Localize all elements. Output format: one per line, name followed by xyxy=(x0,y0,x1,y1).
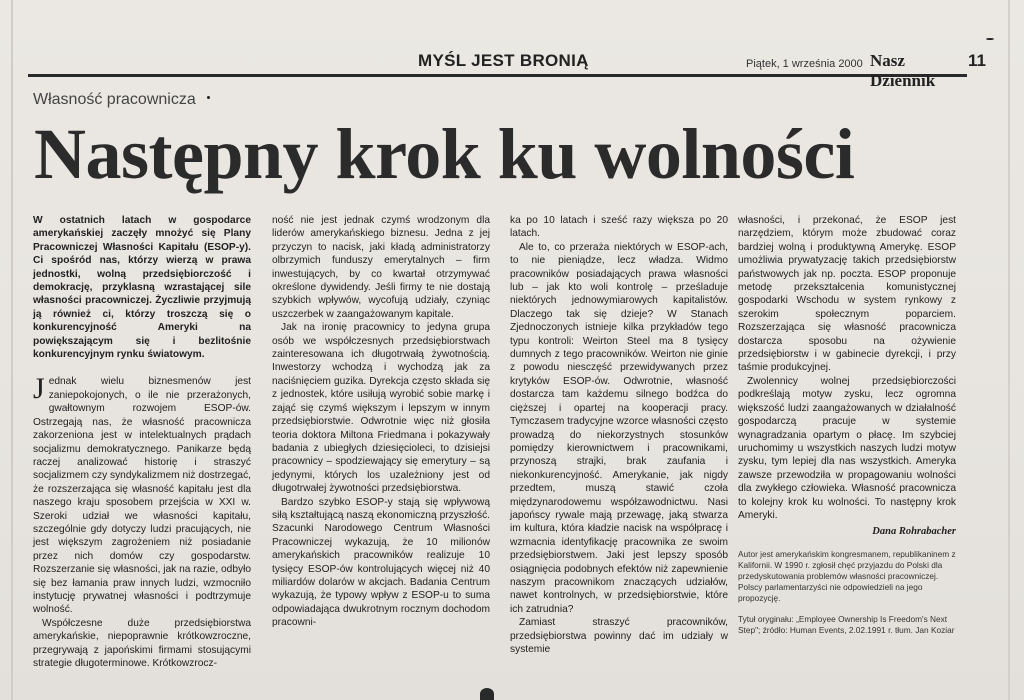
paragraph: ka po 10 latach i sześć razy większa po 20 latach. xyxy=(510,215,728,240)
source-note: Tytuł oryginału: „Employee Ownership Is Freedom's Next Step"; źródło: Human Events, 2.02.1991 r. tłum. Jan Koziar xyxy=(738,613,955,635)
article-column-1 xyxy=(33,214,251,670)
paragraph: ność nie jest jednak czymś wrodzonym dla liderów amerykańskiego biznesu. Jedna z jej przyczyn to nacisk, jaki kładą administratorzy olbrzymich funduszy emerytalnych – firm inwestujących, by co kwartał otrzymywać określone dywidendy. Jeśli firmy te nie dostają szybkich wpływów, wycofują udziały, czyniąc uszczerbek w zaangażowanym kapitale. xyxy=(272,215,490,320)
paragraph-text: ednak wielu biznesmenów jest zaniepokojonych, o ile nie przerażonych, gwałtownym rozwojem ESOP-ów. Ostrzegają nas, że własność pracownicza zakorzeniona jest w intelektualnych prądach socjalizmu demokratycznego. Panikarze będą raczej analizować historię i straszyć socjalizmem czy syndykalizmem niż dostrzegać, że rozszerzająca się własność kapitału jest dla naszego kraju sposobem przejścia w XXI w. Szeroki udział we własności kapitału, szczególnie gdy dotyczy ludzi pracujących, nie jest większym zagrożeniem niż posiadanie przez nich domów czy gospodarstw. Rozszerzanie się własności, jak na razie, odbyło się bez łamania praw innych ludzi, wzmocniło instytucję prywatnej własności i podtrzymuje wolność. xyxy=(33,376,252,616)
paragraph xyxy=(33,372,252,616)
newspaper-name: Nasz Dziennik xyxy=(870,51,936,90)
paragraph: własności, i przekonać, że ESOP jest narzędziem, którym może zbudować coraz bardziej wolną i produktywną Amerykę. ESOP umożliwia prywatyzację takich przedsiębiorstw państwowych jak np. poczta. ESOP proponuje metodę przekształcenia komunistycznej gospodarki Wschodu w system rynkowy z szerokim społecznym poparciem. Rozszerzająca się własność pracownicza dostarcza sposobu na ożywienie przedsiębiorstw i w gabinecie dyrekcji, i przy taśmie produkcyjnej. xyxy=(738,215,956,374)
paragraph: Jak na ironię pracownicy to jedyna grupa osób we współczesnych przedsiębiorstwach zainteresowana ich długotrwałą żywotnością. Inwestorzy wchodzą i wychodzą jak za naciśnięciem guzika. Dyrekcja często składa się z jednostek, które usiłują wyrobić sobie markę i zająć się czymś większym i lepszym w innym przedsiębiorstwie. Odwrotnie więc niż głosiła teoria doktora Miltona Friedmana i pokazywały badania z ubiegłych dziesięcioleci, to dzisiejsi pracownicy – spodziewający się emerytury – są jedynymi, których los uzależniony jest od długotrwałej żywotności przedsiębiorstwa. xyxy=(272,322,490,495)
article-headline: Następny krok ku wolności xyxy=(34,114,855,194)
paragraph: Współczesne duże przedsiębiorstwa amerykańskie, niepoprawnie krótkowzroczne, przegrywają z japońskimi firmami stosującymi strategie długoterminowe. Krótkowzrocz- xyxy=(33,617,251,669)
article-column-2 xyxy=(272,214,490,630)
print-speck xyxy=(986,38,994,40)
page-fold-right xyxy=(1008,0,1010,700)
article-lead: W ostatnich latach w gospodarce amerykańskiej zaczęły mnożyć się Plany Pracowniczej Własności Kapitału (ESOP-y). Ci spośród nas, którzy wierzą w prawa jednostki, wolną przedsiębiorczość i demokrację, przyklasną wzrastającej sile własności pracowniczej. Życzliwie przyjmują ją również ci, którzy troszczą się o konkurencyjność Ameryki na powiększającym się i bezlitośnie konkurencyjnym rynku światowym. xyxy=(33,215,251,361)
print-mark xyxy=(480,688,494,700)
page-fold-left xyxy=(11,0,13,700)
author-signature: Dana Rohrabacher xyxy=(872,526,956,538)
print-speck xyxy=(207,96,210,99)
article-column-3 xyxy=(510,214,728,656)
author-note: Autor jest amerykańskim kongresmanem, republikaninem z Kalifornii. W 1990 r. zgłosił chęć przyjazdu do Polski dla przedyskutowania problemów własności pracowniczej. Polscy parlamentarzyści nie odpowiedzieli na jego propozycję. xyxy=(738,548,956,603)
article-column-4 xyxy=(738,214,956,636)
page-header xyxy=(28,48,986,90)
section-title: MYŚL JEST BRONIĄ xyxy=(418,51,589,70)
article-kicker: Własność pracownicza xyxy=(33,91,196,108)
paragraph: Bardzo szybko ESOP-y stają się wpływową siłą kształtującą naszą ekonomiczną przyszłość. Szacunki Narodowego Centrum Własności Pracowniczej wykazują, że 10 milionów amerykańskich pracowników realizuje 10 tysięcy ESOP-ów kontrolujących więcej niż 40 miliardów dolarów w akcjach. Badania Centrum wykazują, że typowy wpływ z ESOP-u to suma odpowiadająca dwukrotnym rocznym dochodom pracowni- xyxy=(272,496,490,629)
page-number: 11 xyxy=(968,51,986,70)
drop-cap: J xyxy=(33,372,45,406)
issue-date: Piątek, 1 września 2000 xyxy=(746,58,863,70)
paragraph: Ale to, co przeraża niektórych w ESOP-ach, to nie pieniądze, lecz władza. Widmo pracowników posiadających prawa własności lub – jak kto woli kontrolę – prześladuje niektórych jednowymiarowych kapitalistów. Dlaczego tak się dzieje? W Stanach Zjednoczonych istnieje kilka przykładów tego typu kontroli: Weirton Steel ma 8 tysięcy dumnych z tego pracowników. Weirton nie ginie z powodu niesczęść przewidywanych przez krytyków ESOP-ów. Odwrotnie, własność dostarcza tam każdemu silnego bodźca do cięższej i opartej na kooperacji pracy. Tymczasem tradycyjne wzorce własności często prowadzą do niekorzystnych stosunków pomiędzy kierownictwem i pracownikami, przynoszą strajki, brak zaufania i niekonkurencyjność. Amerykanie, jak nigdy przedtem, muszą stawić czoła międzynarodowemu współzawodnictwu. Nasi japońscy rywale mają przewagę, jaką stwarza im kultura, która kładzie nacisk na współpracę i wzmacnia identyfikację pracownika ze swoim przedsiębiorstwem. Jaki jest lepszy sposób osiągnięcia podobnych efektów niż zapewnienie naszym pracownikom znaczących udziałów, nawet kontrolnych, w przedsiębiorstwie, które ich zatrudnia? xyxy=(510,241,728,615)
paragraph: Zamiast straszyć pracowników, przedsiębiorstwa powinny dać im udziały w systemie xyxy=(510,617,728,655)
paragraph: Zwolennicy wolnej przedsiębiorczości podkreślają motyw zysku, lecz ogromna większość ludzi zaangażowanych w działalność gospodarczą pracuje w systemie wynagradzania opartym o płacę. Im szybciej uruchomimy u wszystkich naszych ludzi motyw zysku, tym lepiej dla nas wszystkich. Ameryka zawsze przewodziła w propagowaniu wolności dla zwykłego człowieka. Własność pracownicza to kolejny krok ku wolności. To następny krok Ameryki. xyxy=(738,375,956,521)
